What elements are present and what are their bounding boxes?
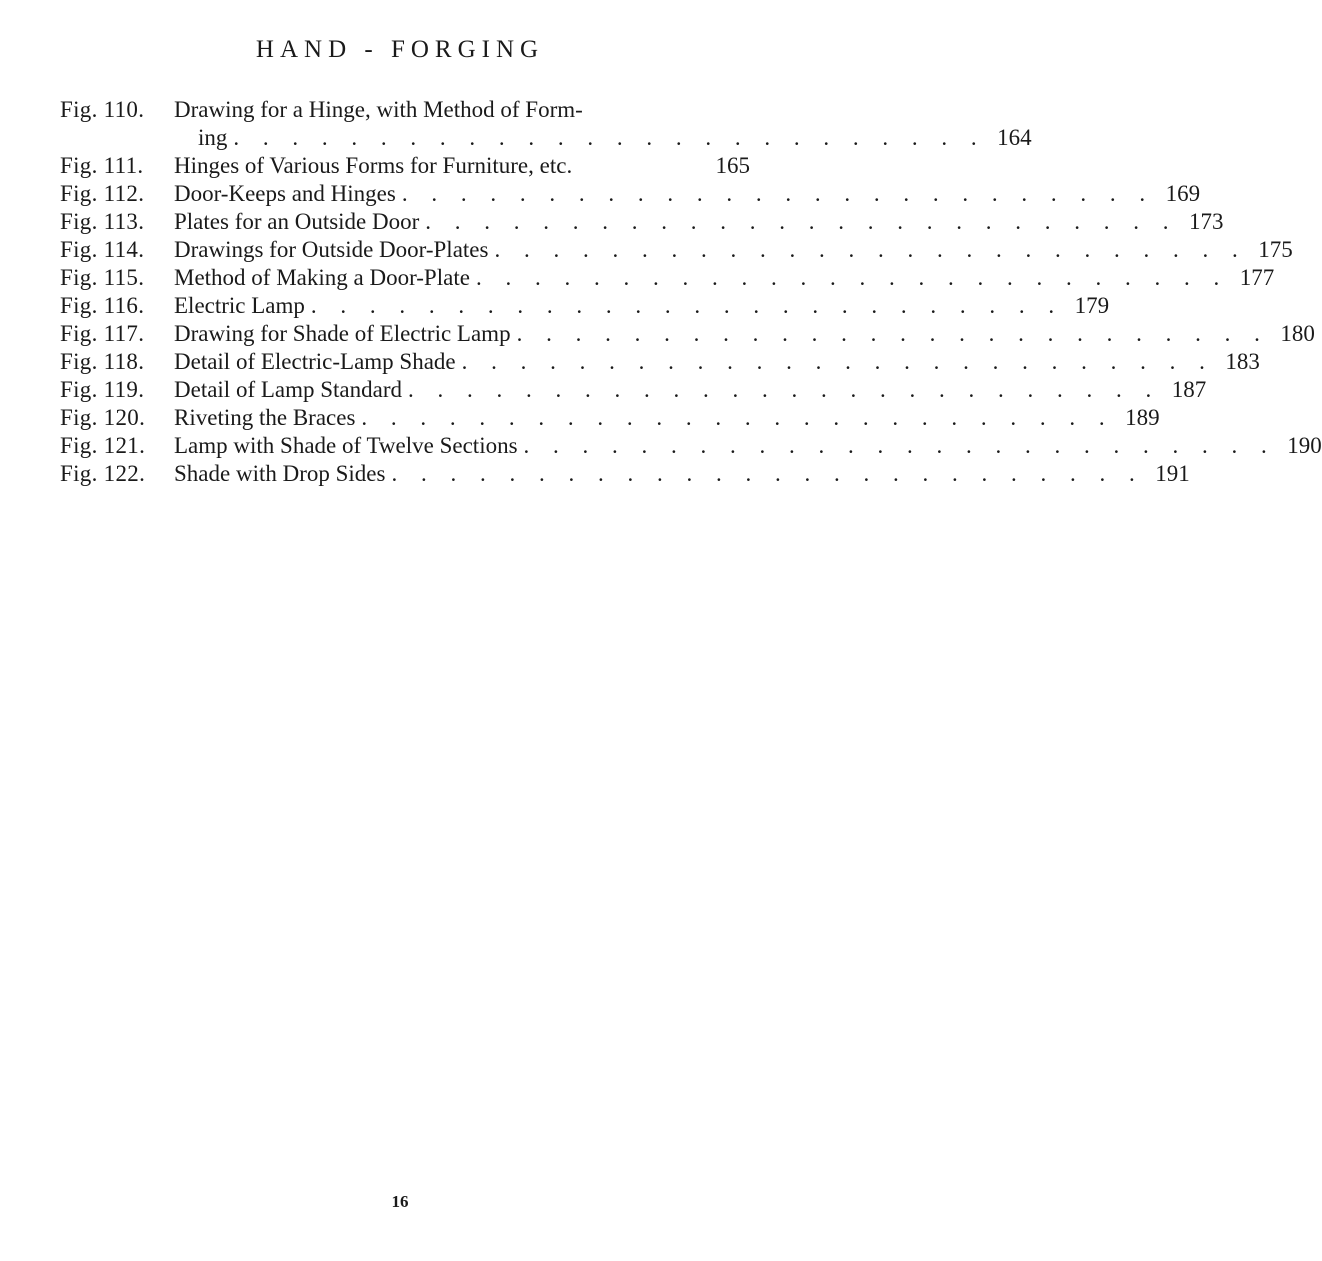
dot-leader: . . . . . . . . . . . . . . . . . . . . . . . . . . — [310, 293, 1064, 318]
figure-title: Shade with Drop Sides — [174, 461, 386, 486]
page-number: 183 — [1225, 349, 1260, 374]
dot-leader: . . . . . . . . . . . . . . . . . . . . . . . . . . — [408, 377, 1161, 402]
running-head: HAND - FORGING — [255, 36, 545, 63]
figure-title: Door-Keeps and Hinges — [174, 181, 396, 206]
list-entry-fig-112 — [60, 180, 1201, 208]
figure-title-continuation: ing — [198, 125, 228, 150]
page-number: 169 — [1165, 181, 1201, 206]
figure-number: Fig. 110. — [60, 97, 145, 122]
list-entry-fig-122 — [60, 460, 1190, 488]
dot-leader: . . . . . . . . . . . . . . . . . . . . . . . . . . — [523, 433, 1276, 458]
dot-leader: . . . . . . . . . . . . . . . . . . . . . . . . . . — [475, 265, 1229, 290]
page-number: 187 — [1171, 377, 1207, 402]
figure-number: Fig. 113. — [60, 209, 145, 234]
list-entry-fig-121 — [60, 432, 1322, 460]
page-number: 179 — [1074, 293, 1110, 318]
figure-title: Drawings for Outside Door-Plates — [174, 237, 489, 262]
figure-number: Fig. 117. — [60, 321, 145, 346]
figure-number: Fig. 122. — [60, 461, 146, 486]
figure-title: Drawing for Shade of Electric Lamp — [174, 321, 511, 346]
figure-title: Drawing for a Hinge, with Method of Form- — [174, 97, 583, 122]
page-number: 180 — [1280, 321, 1315, 346]
figure-number: Fig. 119. — [60, 377, 145, 402]
list-entry-fig-113 — [60, 208, 1224, 236]
dot-leader: . . . . . . . . . . . . . . . . . . . . . . . . . . — [233, 125, 986, 150]
figure-title: Hinges of Various Forms for Furniture, etc. — [174, 153, 573, 178]
figure-number: Fig. 116. — [60, 293, 145, 318]
list-entry-fig-118 — [60, 348, 1260, 376]
list-of-illustrations — [60, 96, 1322, 488]
page-number: 177 — [1239, 265, 1275, 290]
list-entry-fig-120 — [60, 404, 1160, 432]
figure-title: Lamp with Shade of Twelve Sections — [174, 433, 518, 458]
dot-leader: . . . . . . . . . . . . . . . . . . . . . . . . . . — [494, 237, 1247, 262]
list-entry-fig-111 — [60, 152, 750, 180]
figure-title: Method of Making a Door-Plate — [174, 265, 470, 290]
page-folio: 16 — [391, 1192, 409, 1211]
list-entry-fig-116 — [60, 292, 1110, 320]
page-number: 190 — [1287, 433, 1322, 458]
list-entry-fig-114 — [60, 236, 1293, 264]
page-number: 173 — [1189, 209, 1224, 234]
dot-leader: . . . . . . . . . . . . . . . . . . . . . . . . . . — [425, 209, 1178, 234]
page-number: 175 — [1258, 237, 1293, 262]
figure-title: Riveting the Braces — [174, 405, 356, 430]
page-number: 164 — [997, 125, 1032, 150]
figure-title: Electric Lamp — [174, 293, 305, 318]
figure-number: Fig. 112. — [60, 181, 145, 206]
figure-title: Detail of Lamp Standard — [174, 377, 403, 402]
list-entry-fig-115 — [60, 264, 1275, 292]
list-entry-fig-119 — [60, 376, 1207, 404]
figure-title: Detail of Electric-Lamp Shade — [174, 349, 456, 374]
figure-number: Fig. 121. — [60, 433, 146, 458]
dot-leader: . . . . . . . . . . . . . . . . . . . . . . . . . . — [461, 349, 1214, 374]
figure-number: Fig. 115. — [60, 265, 145, 290]
dot-leader: . . . . . . . . . . . . . . . . . . . . . . . . . . — [401, 181, 1155, 206]
figure-number: Fig. 111. — [60, 153, 144, 178]
dot-leader: . . . . . . . . . . . . . . . . . . . . . . . . . . — [516, 321, 1269, 346]
figure-number: Fig. 120. — [60, 405, 146, 430]
page-number: 165 — [715, 153, 750, 178]
dot-leader: . . . . . . . . . . . . . . . . . . . . . . . . . . — [361, 405, 1114, 430]
list-entry-fig-117 — [60, 320, 1315, 348]
list-entry-fig-110 — [60, 96, 1032, 152]
page-number: 191 — [1155, 461, 1190, 486]
figure-number: Fig. 118. — [60, 349, 145, 374]
page-number: 189 — [1125, 405, 1160, 430]
figure-number: Fig. 114. — [60, 237, 145, 262]
dot-leader: . . . . . . . . . . . . . . . . . . . . . . . . . . — [391, 461, 1144, 486]
figure-title: Plates for an Outside Door — [174, 209, 420, 234]
